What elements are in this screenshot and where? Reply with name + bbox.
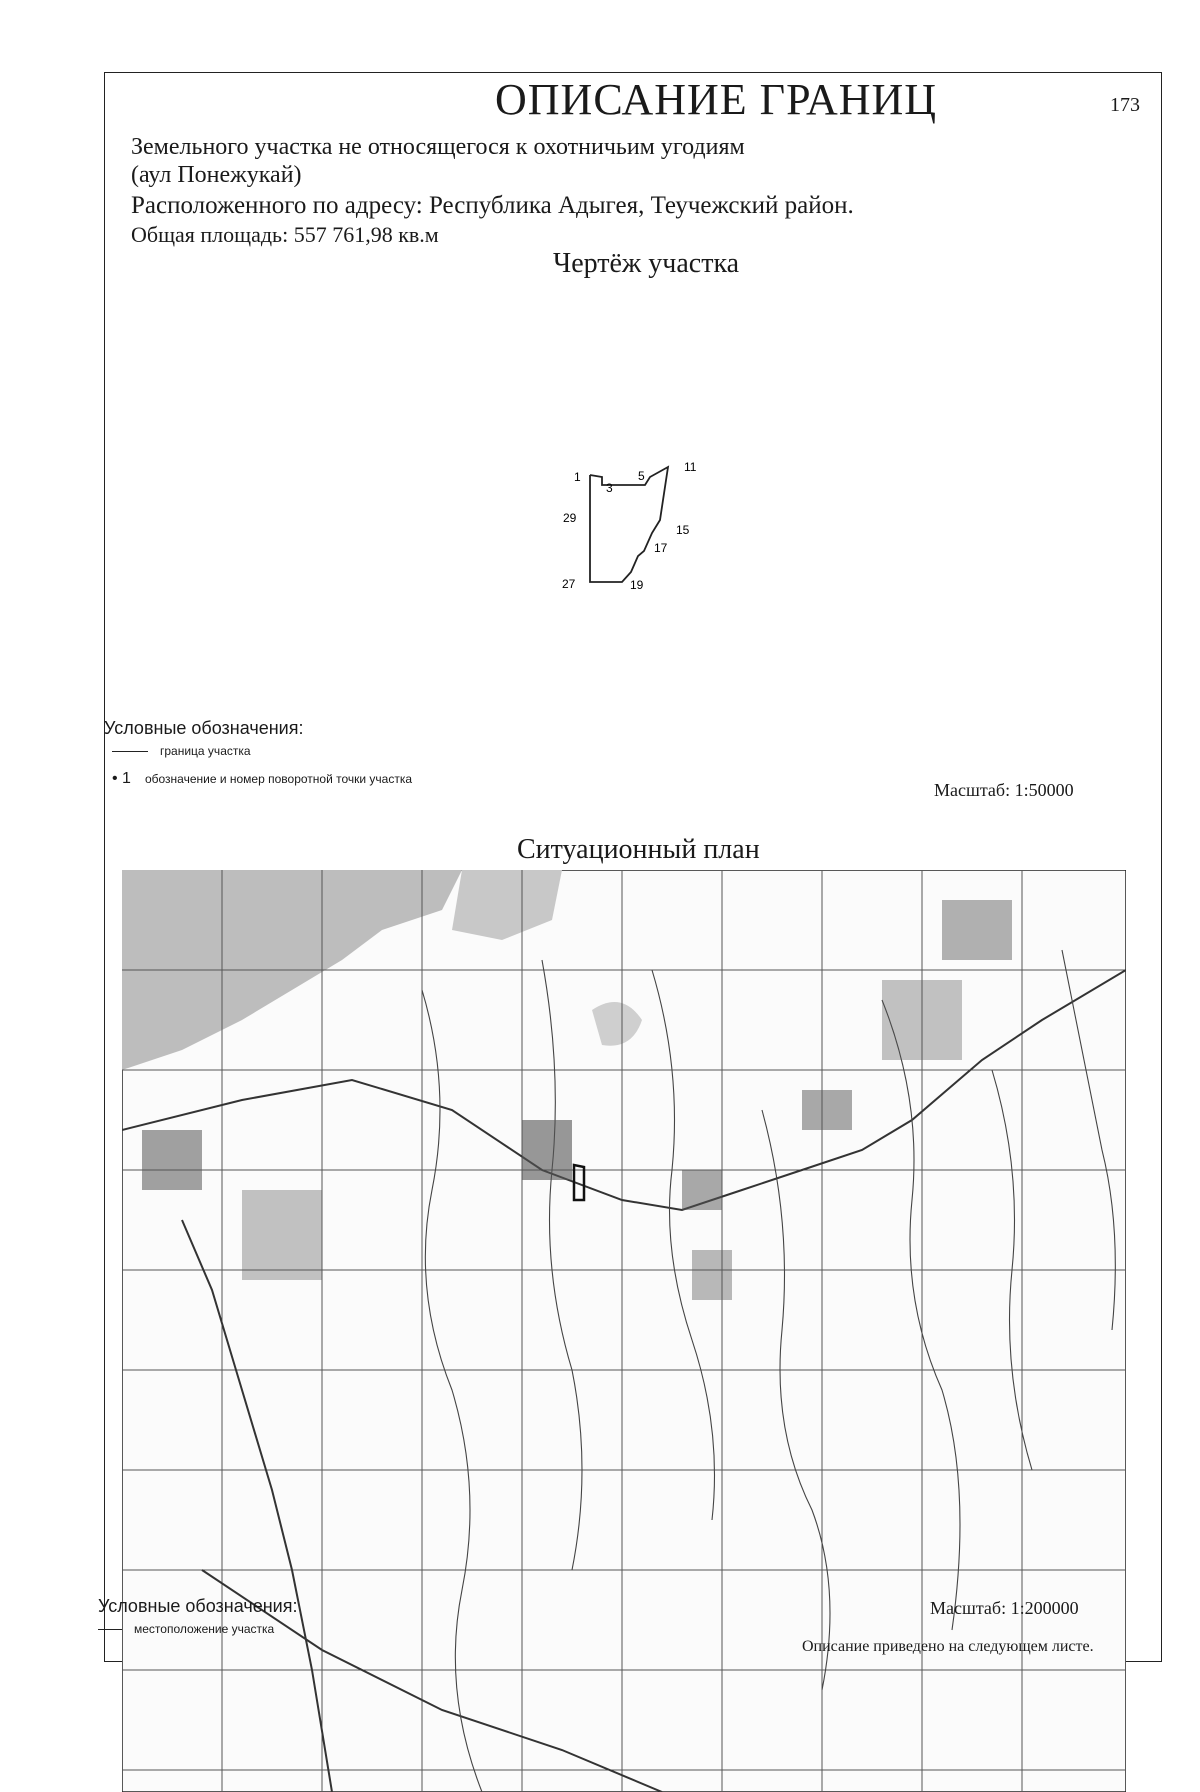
- point-label: 17: [654, 541, 668, 555]
- point-label: 11: [684, 460, 697, 474]
- situation-scale: Масштаб: 1:200000: [930, 1598, 1079, 1618]
- parcel-description: Земельного участка не относящегося к охотничьим угодиям: [131, 134, 745, 160]
- parcel-area: Общая площадь: 557 761,98 кв.м: [131, 222, 439, 247]
- point-label: 29: [563, 511, 577, 525]
- footer-note: Описание приведено на следующем листе.: [802, 1638, 1094, 1655]
- legend-point-label: обозначение и номер поворотной точки участка: [144, 772, 413, 786]
- parcel-locality: (аул Понежукай): [131, 162, 302, 188]
- document-title: ОПИСАНИЕ ГРАНИЦ: [495, 75, 938, 124]
- point-symbol: • 1: [112, 770, 131, 787]
- parcel-drawing: [560, 455, 720, 595]
- point-label: 15: [676, 523, 690, 537]
- drawing-scale: Масштаб: 1:50000: [934, 780, 1074, 800]
- drawing-legend-title: Условные обозначения:: [104, 718, 304, 738]
- legend-location-row: [98, 1622, 274, 1636]
- location-line-symbol: [98, 1629, 122, 1630]
- situation-plan-title: Ситуационный план: [517, 834, 760, 865]
- point-label: 27: [562, 577, 576, 591]
- point-label: 3: [606, 481, 613, 495]
- situation-legend-title: Условные обозначения:: [98, 1596, 298, 1616]
- parcel-address: Расположенного по адресу: Республика Адыгея, Теучежский район.: [131, 192, 854, 219]
- legend-location-label: местоположение участка: [134, 1622, 275, 1636]
- page-number: 173: [1110, 94, 1140, 116]
- drawing-title: Чертёж участка: [553, 248, 740, 279]
- point-label: 1: [574, 470, 581, 484]
- boundary-line-symbol: [112, 751, 148, 752]
- legend-boundary-row: [112, 744, 251, 758]
- legend-boundary-label: граница участка: [160, 744, 251, 758]
- point-label: 19: [630, 578, 644, 592]
- point-label: 5: [638, 469, 645, 483]
- parcel-boundary: [590, 467, 668, 582]
- legend-point-row: [112, 770, 412, 788]
